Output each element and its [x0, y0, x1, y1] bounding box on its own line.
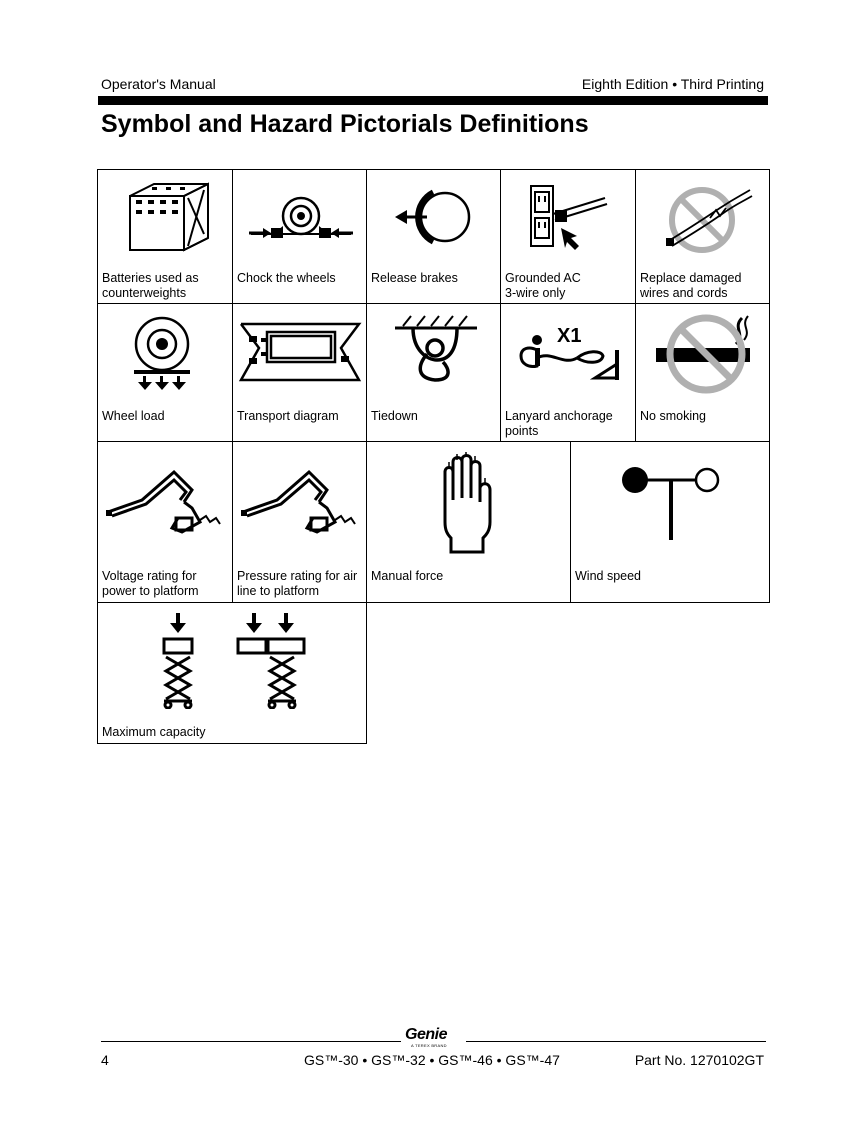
lanyard-mark: X1 [557, 325, 582, 347]
symbol-cell-release-brakes [366, 169, 501, 304]
symbol-label: Batteries used as counterweights [102, 271, 199, 300]
wheel-load-icon [126, 310, 206, 395]
batteries-icon [122, 176, 212, 256]
symbol-cell-damaged-wires [635, 169, 770, 304]
footer-rule-left [101, 1041, 401, 1042]
page-title: Symbol and Hazard Pictorials Definitions [101, 110, 589, 138]
model-list: GS™-30 • GS™-32 • GS™-46 • GS™-47 [304, 1052, 560, 1068]
edition-info: Eighth Edition • Third Printing [581, 76, 764, 92]
symbol-label: Pressure rating for air line to platform [237, 569, 358, 598]
symbol-label: Wind speed [575, 569, 642, 583]
symbol-cell-grounded-ac [500, 169, 636, 304]
grounded-outlet-icon [515, 178, 625, 258]
manual-name: Operator's Manual [101, 76, 216, 92]
symbol-label: Replace damaged wires and cords [640, 271, 742, 300]
symbol-cell-maximum-capacity [97, 602, 367, 744]
symbol-cell-transport-diagram [232, 303, 367, 442]
tiedown-icon [387, 310, 487, 390]
symbol-label: Transport diagram [237, 409, 339, 423]
no-smoking-icon [650, 310, 760, 394]
wind-speed-icon [615, 460, 725, 550]
symbol-label: No smoking [640, 409, 706, 423]
symbol-cell-no-smoking [635, 303, 770, 442]
symbol-cell-manual-force [366, 441, 571, 603]
transport-diagram-icon [237, 318, 363, 388]
lanyard-anchorage-icon [507, 310, 631, 390]
symbol-cell-wind-speed [570, 441, 770, 603]
symbol-label: Voltage rating for power to platform [102, 569, 199, 598]
pressure-rating-icon [237, 462, 363, 562]
symbol-cell-chock-wheels [232, 169, 367, 304]
symbol-label: Maximum capacity [102, 725, 206, 739]
part-number: Part No. 1270102GT [634, 1052, 764, 1068]
maximum-capacity-icon [134, 609, 334, 709]
symbol-label: Tiedown [371, 409, 418, 423]
symbol-cell-voltage-rating [97, 441, 233, 603]
genie-logo-tagline: A TEREX BRAND [411, 1043, 447, 1048]
genie-logo: Genie [405, 1026, 447, 1043]
symbol-label: Release brakes [371, 271, 458, 285]
symbol-cell-wheel-load [97, 303, 233, 442]
symbol-label: Chock the wheels [237, 271, 336, 285]
footer-rule-right [466, 1041, 766, 1042]
symbol-cell-lanyard-anchorage [500, 303, 636, 442]
symbol-label: Grounded AC 3-wire only [505, 271, 581, 300]
header-rule [98, 96, 768, 105]
manual-force-icon [435, 452, 505, 556]
voltage-rating-icon [102, 462, 228, 562]
symbol-label: Manual force [371, 569, 444, 583]
symbol-label: Lanyard anchorage points [505, 409, 613, 438]
damaged-wires-icon [650, 178, 760, 258]
chock-wheels-icon [241, 190, 361, 250]
symbol-cell-tiedown [366, 303, 501, 442]
symbol-label: Wheel load [102, 409, 165, 423]
symbol-cell-batteries [97, 169, 233, 304]
release-brakes-icon [375, 182, 495, 252]
page-number: 4 [101, 1052, 109, 1068]
symbol-cell-pressure-rating [232, 441, 367, 603]
